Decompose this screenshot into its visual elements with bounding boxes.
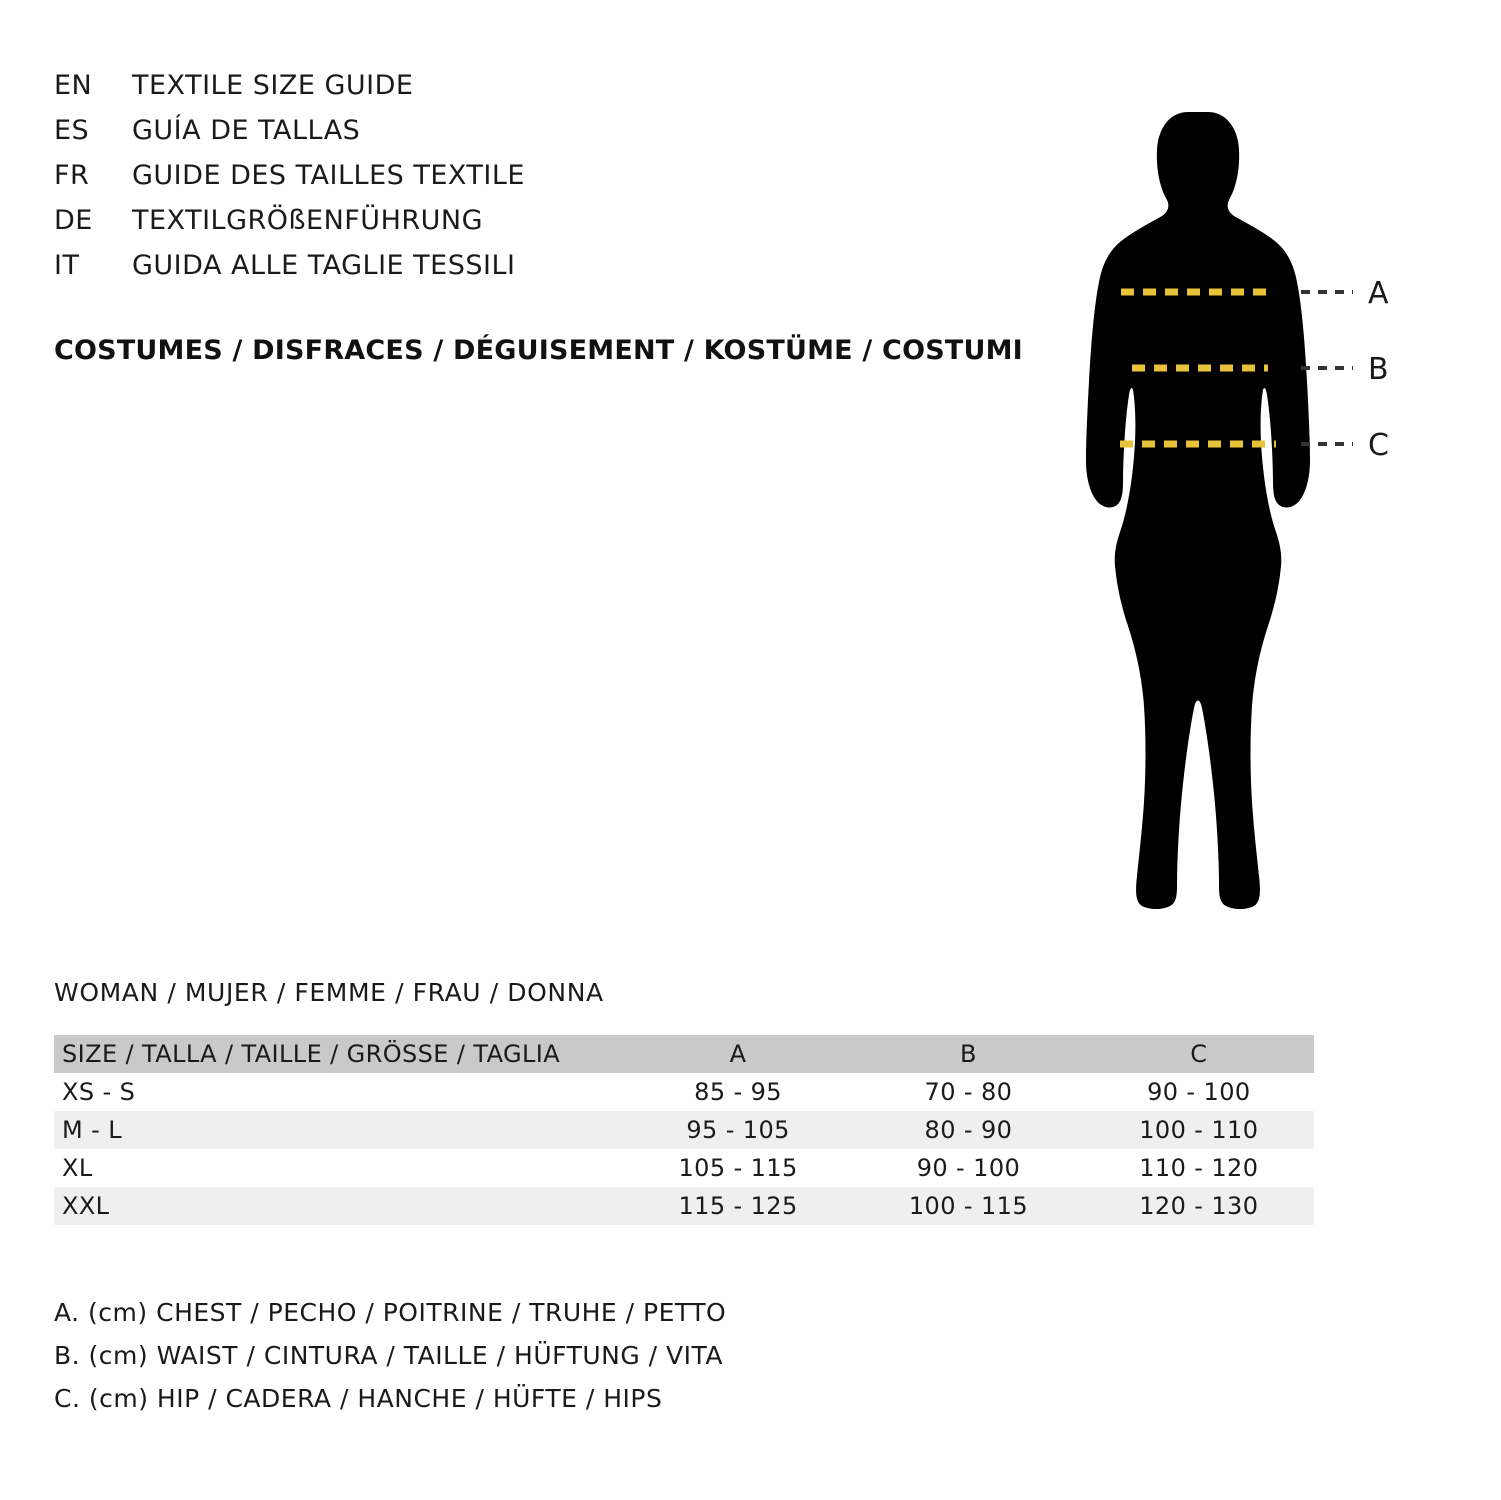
- language-label: GUIDE DES TAILLES TEXTILE: [132, 160, 525, 191]
- column-header-size: SIZE / TALLA / TAILLE / GRÖSSE / TAGLIA: [54, 1035, 623, 1073]
- marker-label-c: C: [1368, 428, 1389, 463]
- language-row: [54, 160, 525, 205]
- cell-waist: 80 - 90: [924, 1116, 1013, 1144]
- marker-label-a: A: [1368, 276, 1389, 311]
- column-header-b: B: [853, 1035, 1083, 1073]
- measurement-legend: [54, 1298, 726, 1427]
- size-table: [54, 1035, 1314, 1225]
- cell-waist: 100 - 115: [908, 1192, 1028, 1220]
- cell-size: XS - S: [62, 1078, 136, 1106]
- category-line: COSTUMES / DISFRACES / DÉGUISEMENT / KOSTÜME / COSTUMI: [54, 335, 1023, 366]
- cell-hip: 90 - 100: [1147, 1078, 1251, 1106]
- cell-chest: 95 - 105: [686, 1116, 790, 1144]
- table-row: [54, 1187, 1314, 1225]
- cell-waist: 90 - 100: [916, 1154, 1021, 1182]
- legend-item-chest: A. (cm) CHEST / PECHO / POITRINE / TRUHE / PETTO: [54, 1298, 727, 1327]
- language-label: GUIDA ALLE TAGLIE TESSILI: [132, 250, 516, 281]
- table-row: [54, 1111, 1314, 1149]
- table-header-row: [54, 1035, 1314, 1073]
- language-list: [54, 70, 525, 295]
- legend-item-hip: C. (cm) HIP / CADERA / HANCHE / HÜFTE / HIPS: [54, 1384, 663, 1413]
- table-body: [54, 1073, 1314, 1225]
- language-row: [54, 115, 525, 160]
- silhouette-shape: [1086, 112, 1310, 909]
- table-title: WOMAN / MUJER / FEMME / FRAU / DONNA: [54, 978, 604, 1007]
- legend-item-waist: B. (cm) WAIST / CINTURA / TAILLE / HÜFTUNG / VITA: [54, 1341, 723, 1370]
- language-code: DE: [54, 205, 93, 236]
- cell-size: M - L: [62, 1116, 122, 1144]
- table-header: [54, 1035, 1314, 1073]
- cell-chest: 105 - 115: [678, 1154, 798, 1182]
- cell-chest: 85 - 95: [694, 1078, 782, 1106]
- cell-hip: 100 - 110: [1139, 1116, 1259, 1144]
- marker-label-b: B: [1368, 352, 1389, 387]
- language-code: IT: [54, 250, 80, 281]
- cell-hip: 110 - 120: [1139, 1154, 1259, 1182]
- language-code: FR: [54, 160, 90, 191]
- language-code: EN: [54, 70, 93, 101]
- language-label: TEXTILE SIZE GUIDE: [132, 70, 414, 101]
- cell-size: XXL: [62, 1192, 110, 1220]
- language-label: GUÍA DE TALLAS: [132, 115, 361, 146]
- language-code: ES: [54, 115, 90, 146]
- table-row: [54, 1073, 1314, 1111]
- column-header-a: A: [623, 1035, 853, 1073]
- language-label: TEXTILGRÖßENFÜHRUNG: [132, 205, 484, 236]
- cell-size: XL: [62, 1154, 93, 1182]
- female-silhouette-figure: [1020, 60, 1470, 940]
- language-row: [54, 250, 525, 295]
- language-row: [54, 205, 525, 250]
- cell-waist: 70 - 80: [924, 1078, 1013, 1106]
- cell-chest: 115 - 125: [678, 1192, 798, 1220]
- cell-hip: 120 - 130: [1139, 1192, 1259, 1220]
- table-row: [54, 1149, 1314, 1187]
- language-row: [54, 70, 525, 115]
- column-header-c: C: [1084, 1035, 1314, 1073]
